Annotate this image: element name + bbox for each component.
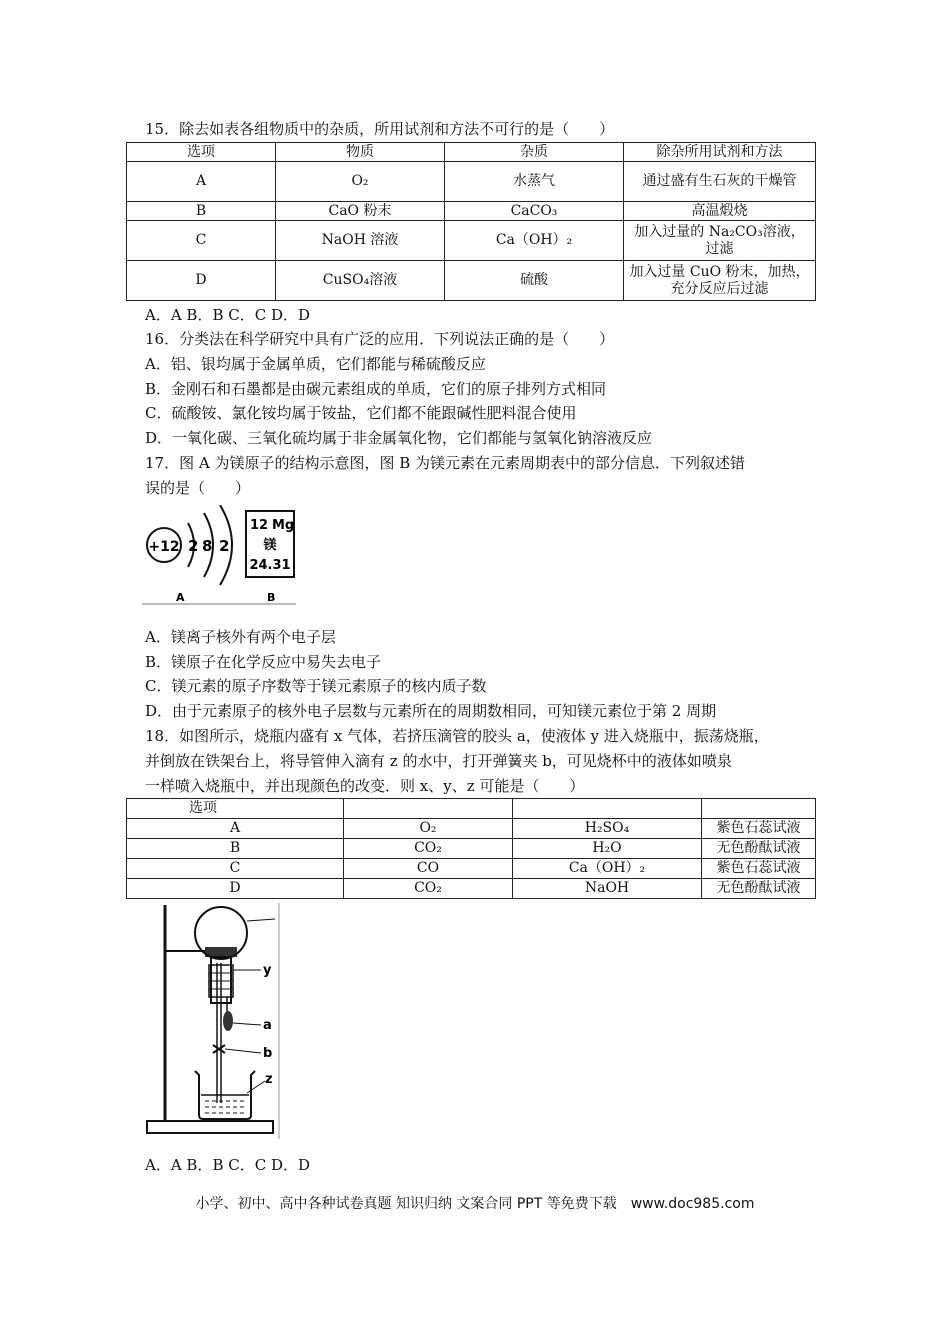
table-header: 选项 [127,143,276,162]
flask-pointer [247,919,275,921]
table-cell: D [127,879,344,899]
table-cell: CO₂ [344,879,513,899]
table-cell: CuSO₄溶液 [276,261,445,301]
table-row [127,819,816,839]
table-cell: H₂SO₄ [513,819,702,839]
q18-stem-line1: 18．如图所示，烧瓶内盛有 x 气体，若挤压滴管的胶头 a，使液体 y 进入烧瓶中，振荡烧瓶， [145,727,769,745]
q18-stem-line3: 一样喷入烧瓶中，并出现颜色的改变．则 x、y、z 可能是（ ） [145,777,585,795]
table-row [127,799,816,819]
table-cell: A [127,162,276,202]
table-row [127,879,816,899]
atomic-number: 12 [250,518,269,533]
table-row [127,143,816,162]
table-header: 选项 [127,799,344,819]
q17-stem-line2: 误的是（ ） [145,479,251,497]
shell-2-electrons: 8 [202,537,213,555]
shell-3-electrons: 2 [219,537,230,555]
table-cell: O₂ [344,819,513,839]
table-row [127,221,816,261]
table-row [127,202,816,221]
q18-stem-line2: 并倒放在铁架台上，将导管伸入滴有 z 的水中，打开弹簧夹 b，可见烧杯中的液体如喷泉 [145,752,732,770]
table-cell: NaOH [513,879,702,899]
q17-option-c: C．镁元素的原子序数等于镁元素原子的核内质子数 [145,677,487,695]
q16-option-a: A．铝、银均属于金属单质，它们都能与稀硫酸反应 [145,355,486,373]
table-cell: CO [344,859,513,879]
table-cell: C [127,221,276,261]
table-cell: B [127,202,276,221]
table-cell: 加入过量的 Na₂CO₃溶液，过滤 [624,221,816,261]
table-cell: 硫酸 [445,261,624,301]
table-header: 物质 [276,143,445,162]
shell-1-electrons: 2 [188,537,199,555]
q15-choices: A．A B．B C．C D．D [145,306,311,324]
table-cell: 无色酚酞试液 [702,879,816,899]
table-cell: B [127,839,344,859]
table-cell: H₂O [513,839,702,859]
b-pointer [225,1049,261,1053]
table-cell: 高温煅烧 [624,202,816,221]
table-cell: 紫色石蕊试液 [702,819,816,839]
table-cell: Ca（OH）₂ [445,221,624,261]
table-header: 杂质 [445,143,624,162]
label-b: b [263,1046,273,1061]
q17-option-a: A．镁离子核外有两个电子层 [145,628,336,646]
q16-option-c: C．硫酸铵、氯化铵均属于铵盐，它们都不能跟碱性肥料混合使用 [145,404,577,422]
label-a: a [263,1018,272,1033]
table-row [127,839,816,859]
table-cell: C [127,859,344,879]
nucleus-charge: +12 [148,539,180,555]
table-cell: 水蒸气 [445,162,624,202]
figure-a-label: A [176,591,185,604]
table-cell: CO₂ [344,839,513,859]
spring-clamp [213,1045,225,1053]
dropper-bulb [223,1011,233,1031]
table-cell: 无色酚酞试液 [702,839,816,859]
table-header: 除杂所用试剂和方法 [624,143,816,162]
table-row [127,859,816,879]
q15-stem: 15．除去如表各组物质中的杂质，所用试剂和方法不可行的是（ ） [145,120,615,138]
a-pointer [233,1023,261,1025]
table-cell: 通过盛有生石灰的干燥管 [624,162,816,202]
q17-stem-line1: 17．图 A 为镁原子的结构示意图，图 B 为镁元素在元素周期表中的部分信息．下列叙述错 [145,454,746,472]
q15-table [126,142,816,301]
q18-choices: A．A B．B C．C D．D [145,1156,311,1174]
table-cell: CaO 粉末 [276,202,445,221]
q17-option-d: D．由于元素原子的核外电子层数与元素所在的周期数相同，可知镁元素位于第 2 周期 [145,702,717,720]
table-header [344,799,513,819]
table-row [127,261,816,301]
table-cell: 加入过量 CuO 粉末，加热，充分反应后过滤 [624,261,816,301]
label-y: y [263,963,272,978]
table-cell: O₂ [276,162,445,202]
q16-option-d: D．一氧化碳、三氧化硫均属于非金属氧化物，它们都能与氢氧化钠溶液反应 [145,429,653,447]
q16-option-b: B．金刚石和石墨都是由碳元素组成的单质，它们的原子排列方式相同 [145,380,607,398]
element-name: 镁 [263,538,277,553]
table-cell: A [127,819,344,839]
page-footer: 小学、初中、高中各种试卷真题 知识归纳 文案合同 PPT 等免费下载 www.doc985.com [195,1196,755,1212]
label-z: z [265,1072,273,1087]
z-pointer [247,1081,265,1093]
fountain-apparatus-figure [143,903,281,1139]
table-row [127,162,816,202]
table-cell: CaCO₃ [445,202,624,221]
q16-stem: 16．分类法在科学研究中具有广泛的应用．下列说法正确的是（ ） [145,330,615,348]
stand-base [147,1121,273,1133]
atomic-mass: 24.31 [249,558,291,573]
table-cell: 紫色石蕊试液 [702,859,816,879]
table-header [702,799,816,819]
table-header [513,799,702,819]
element-symbol: Mg [272,518,295,533]
q18-table [126,798,816,899]
figure-b-label: B [267,591,276,604]
table-cell: D [127,261,276,301]
mg-atom-figure [142,505,298,607]
q17-option-b: B．镁原子在化学反应中易失去电子 [145,653,382,671]
table-cell: Ca（OH）₂ [513,859,702,879]
table-cell: NaOH 溶液 [276,221,445,261]
